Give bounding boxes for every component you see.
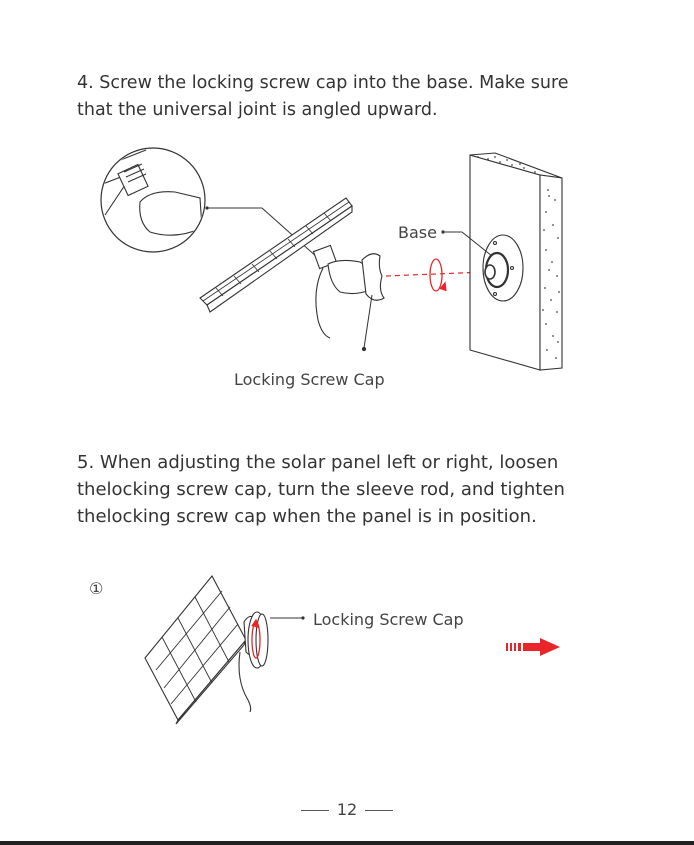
step-5-line-1: 5. When adjusting the solar panel left or right, loosen [77,452,559,473]
label-base: Base [398,223,437,242]
rotation-arrow-icon [430,259,446,291]
step-5-instruction [77,449,647,530]
footer-rule-right [365,810,393,811]
mount-bracket [313,245,384,350]
page-number: 12 [336,800,358,819]
base-mount [483,235,523,301]
page-number-footer [0,800,694,819]
step-marker-1: ① [89,579,104,598]
bottom-border [0,841,694,845]
step-5-line-2: thelocking screw cap, turn the sleeve rod, and tighten [77,479,565,500]
label-locking-screw-cap-1: Locking Screw Cap [234,370,385,389]
step-5-line-3: thelocking screw cap when the panel is in position. [77,506,537,527]
footer-rule-left [301,810,329,811]
solar-panel-2 [145,576,246,724]
label-locking-screw-cap-2: Locking Screw Cap [313,610,464,629]
motion-arrow-icon [506,638,560,656]
step-4-line-2: that the universal joint is angled upward. [77,100,438,120]
step-4-line-1: 4. Screw the locking screw cap into the base. Make sure [77,73,569,93]
